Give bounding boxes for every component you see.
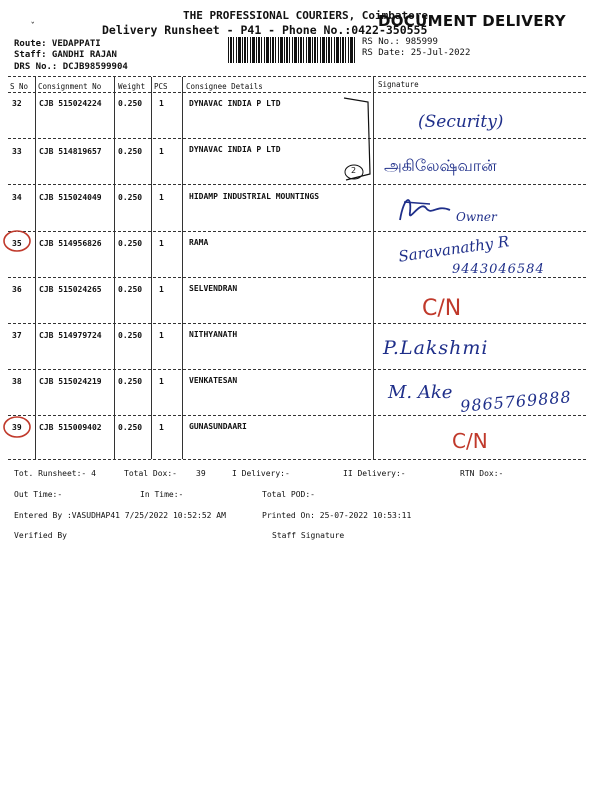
signature-row-33: அகிலேஷ்வான்	[384, 156, 497, 175]
drs-number: DRS No.: DCJB98599904	[14, 62, 128, 72]
signature-row-35: Saravanathy R	[397, 232, 511, 266]
col-pcs: PCS	[154, 82, 168, 91]
rs-number: RS No.: 985999	[362, 37, 438, 47]
signature-row-34: Owner	[456, 210, 497, 224]
barcode-icon	[228, 37, 356, 63]
divider	[8, 138, 586, 139]
column-divider	[182, 77, 183, 459]
divider	[8, 231, 586, 232]
divider	[8, 277, 586, 278]
cell-pcs: 1	[159, 193, 164, 202]
cell-consignment: CJB 514956826	[39, 239, 102, 248]
cell-weight: 0.250	[118, 147, 143, 156]
route-label: Route: VEDAPPATI	[14, 39, 101, 49]
column-divider	[35, 77, 36, 459]
phone-row-38: 9865769888	[459, 387, 573, 416]
rs-date: RS Date: 25-Jul-2022	[362, 48, 471, 58]
cell-sno: 33	[12, 147, 22, 156]
total-dox-label: Total Dox:-	[124, 469, 177, 478]
document-delivery-stamp: DOCUMENT DELIVERY	[378, 12, 566, 30]
cell-pcs: 1	[159, 377, 164, 386]
cell-pcs: 1	[159, 147, 164, 156]
col-signature: Signature	[378, 80, 419, 89]
col-weight: Weight	[118, 82, 146, 91]
cell-weight: 0.250	[118, 239, 143, 248]
out-time: Out Time:-	[14, 490, 63, 499]
total-pod: Total POD:-	[262, 490, 315, 499]
cell-sno: 36	[12, 285, 22, 294]
cell-consignment: CJB 515024049	[39, 193, 102, 202]
divider	[8, 415, 586, 416]
signature-row-38: M. Ake	[388, 382, 453, 403]
cell-pcs: 1	[159, 285, 164, 294]
cell-pcs: 1	[159, 423, 164, 432]
cell-consignee: GUNASUNDAARI	[189, 422, 247, 431]
cell-consignment: CJB 515024219	[39, 377, 102, 386]
cell-weight: 0.250	[118, 193, 143, 202]
cell-weight: 0.250	[118, 285, 143, 294]
cell-consignee: DYNAVAC INDIA P LTD	[189, 145, 281, 154]
cell-weight: 0.250	[118, 331, 143, 340]
company-title: THE PROFESSIONAL COURIERS, Coimbatore	[183, 9, 429, 22]
cell-sno: 39	[12, 423, 22, 432]
entered-by: Entered By :VASUDHAP41 7/25/2022 10:52:52 AM	[14, 511, 226, 520]
signature-row-32: (Security)	[418, 112, 504, 132]
i-delivery: I Delivery:-	[232, 469, 290, 478]
cell-consignee: SELVENDRAN	[189, 284, 238, 293]
signature-row-37: P.Lakshmi	[383, 337, 489, 359]
printed-on: Printed On: 25-07-2022 10:53:11	[262, 511, 412, 520]
col-consignee: Consignee Details	[186, 82, 263, 91]
cell-weight: 0.250	[118, 423, 143, 432]
runsheet-title: Delivery Runsheet - P41 - Phone No.:0422-350555	[102, 23, 428, 37]
phone-row-35: 9443046584	[452, 262, 545, 277]
cell-sno: 38	[12, 377, 22, 386]
cell-consignment: CJB 514979724	[39, 331, 102, 340]
staff-signature: Staff Signature	[272, 531, 345, 540]
cell-sno: 37	[12, 331, 22, 340]
cell-consignee: NITHYANATH	[189, 330, 238, 339]
cell-consignee: HIDAMP INDUSTRIAL MOUNTINGS	[189, 192, 320, 201]
cell-weight: 0.250	[118, 377, 143, 386]
cell-sno: 32	[12, 99, 22, 108]
in-time: In Time:-	[140, 490, 184, 499]
divider	[8, 76, 586, 77]
rtn-dox: RTN Dox:-	[460, 469, 504, 478]
cell-consignee: RAMA	[189, 238, 209, 247]
cell-pcs: 1	[159, 239, 164, 248]
ii-delivery: II Delivery:-	[343, 469, 406, 478]
divider	[8, 184, 586, 185]
total-runsheet: Tot. Runsheet:- 4	[14, 469, 96, 478]
col-sno: S No	[10, 82, 29, 91]
tick-mark-icon: ˇ	[30, 22, 36, 32]
signature-row-39: C/N	[452, 429, 488, 453]
cell-pcs: 1	[159, 99, 164, 108]
red-circle-icon	[0, 226, 36, 256]
total-dox-value: 39	[196, 469, 206, 478]
divider	[8, 369, 586, 370]
column-divider	[114, 77, 115, 459]
annotation-number: 2	[351, 166, 357, 175]
verified-by: Verified By	[14, 531, 67, 540]
divider	[8, 92, 586, 93]
cell-sno: 34	[12, 193, 22, 202]
cell-consignment: CJB 515009402	[39, 423, 102, 432]
signature-row-36: C/N	[422, 296, 462, 321]
col-consignment: Consignment No	[38, 82, 102, 91]
staff-label: Staff: GANDHI RAJAN	[14, 50, 117, 60]
cell-consignment: CJB 515024265	[39, 285, 102, 294]
divider	[8, 323, 586, 324]
column-divider	[151, 77, 152, 459]
cell-sno: 35	[12, 239, 22, 248]
cell-consignee: VENKATESAN	[189, 376, 238, 385]
cell-consignee: DYNAVAC INDIA P LTD	[189, 99, 281, 108]
divider	[8, 459, 586, 460]
cell-consignment: CJB 514819657	[39, 147, 102, 156]
cell-pcs: 1	[159, 331, 164, 340]
red-circle-icon	[0, 412, 36, 442]
cell-weight: 0.250	[118, 99, 143, 108]
cell-consignment: CJB 515024224	[39, 99, 102, 108]
